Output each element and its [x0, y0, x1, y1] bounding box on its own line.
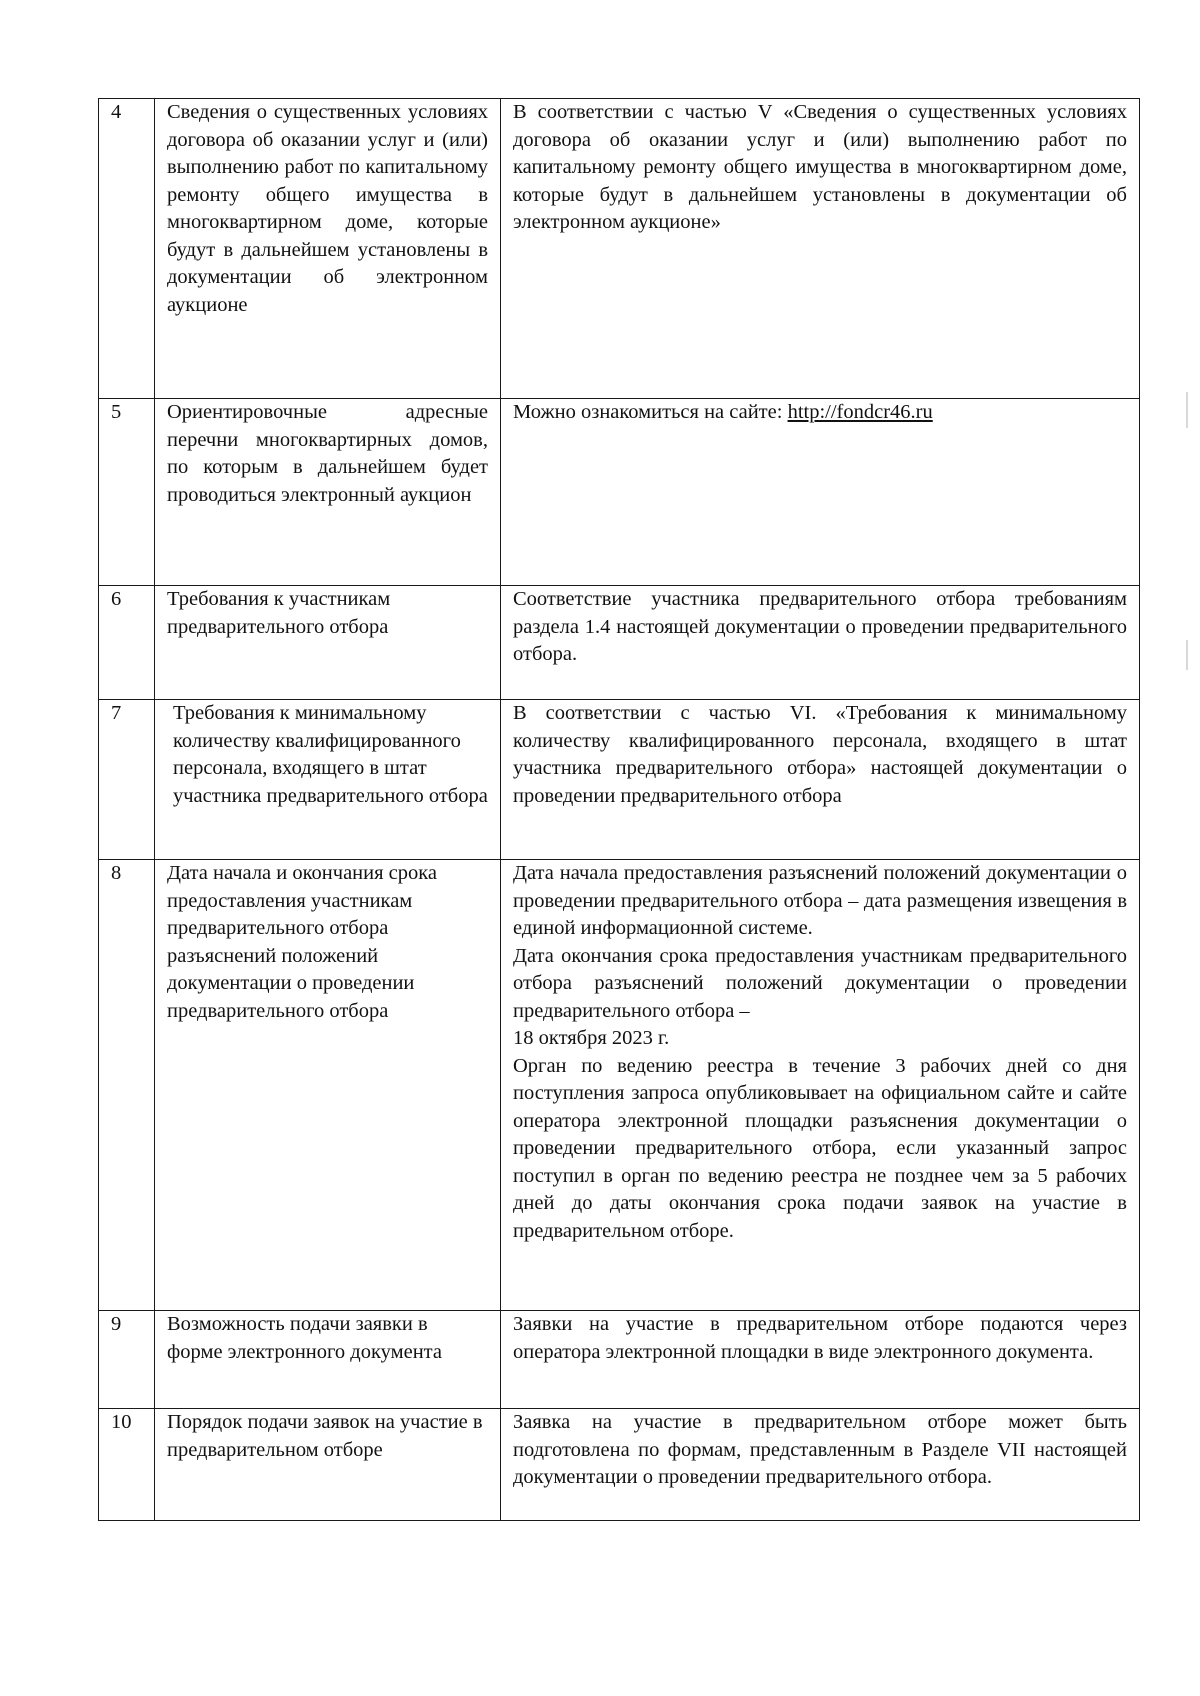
- row-value-text: В соответствии с частью VI. «Требования к минимальному количеству квалифицированного персонала, входящего в штат участника предварительного отбора» настоящей документации о проведении предварительного отбора: [513, 702, 1127, 807]
- table-row: [99, 1409, 1140, 1521]
- row-label: [155, 700, 501, 860]
- table-row: [99, 1311, 1140, 1409]
- row-value-text: Заявка на участие в предварительном отборе может быть подготовлена по формам, представленным в Разделе VII настоящей документации о проведении предварительного отбора.: [513, 1411, 1127, 1488]
- row-number: 10: [99, 1409, 155, 1521]
- row-value-paragraph: Орган по ведению реестра в течение 3 рабочих дней со дня поступления запроса опубликовывает на официальном сайте и сайте оператора электронной площадки разъяснения документации о проведении предварительного отбора, если указанный запрос поступил в орган по ведению реестра не позднее чем за 5 рабочих дней до даты окончания срока подачи заявок на участие в предварительном отборе.: [513, 1054, 1127, 1242]
- table-row: [99, 860, 1140, 1311]
- row-label-text: Требования к участникам предварительного отбора: [167, 588, 391, 638]
- row-label: [155, 1409, 501, 1521]
- row-value-text: [513, 399, 1127, 427]
- row-number: 7: [99, 700, 155, 860]
- info-table: [98, 98, 1140, 1521]
- row-number: 6: [99, 586, 155, 700]
- row-label-text: Порядок подачи заявок на участие в предварительном отборе: [167, 1411, 483, 1461]
- row-number: 9: [99, 1311, 155, 1409]
- row-label-text: Сведения о существенных условиях договора об оказании услуг и (или) выполнению работ по капитальному ремонту общего имущества в многоквартирном доме, которые будут в дальнейшем установлены в документации об электронном аукционе: [167, 101, 488, 316]
- row-value: [501, 1311, 1140, 1409]
- row-value: [501, 586, 1140, 700]
- row-label-text: Возможность подачи заявки в форме электронного документа: [167, 1313, 442, 1363]
- row-label-text: Ориентировочные адресные перечни многоквартирных домов, по которым в дальнейшем будет проводиться электронный аукцион: [167, 401, 488, 506]
- row-value-date: 18 октября 2023 г.: [513, 1027, 670, 1049]
- row-value-text: Соответствие участника предварительного отбора требованиям раздела 1.4 настоящей документации о проведении предварительного отбора.: [513, 588, 1127, 665]
- row-value-paragraph: Дата начала предоставления разъяснений положений документации о проведении предварительного отбора – дата размещения извещения в единой информационной системе.: [513, 862, 1127, 939]
- row-label-text: Требования к минимальному количеству квалифицированного персонала, входящего в штат участника предварительного отбора: [173, 702, 488, 807]
- row-value-paragraph: Дата окончания срока предоставления участникам предварительного отбора разъяснений положений документации о проведении предварительного отбора –: [513, 944, 1127, 1022]
- row-value-text: В соответствии с частью V «Сведения о существенных условиях договора об оказании услуг и (или) выполнению работ по капитальному ремонту общего имущества в многоквартирном доме, которые будут в дальнейшем установлены в документации об электронном аукционе»: [513, 101, 1127, 233]
- table-row: [99, 99, 1140, 399]
- fondcr46-link[interactable]: http://fondcr46.ru: [787, 401, 933, 423]
- row-label: [155, 860, 501, 1311]
- row-label: [155, 399, 501, 586]
- value-prefix: Можно ознакомиться на сайте:: [513, 401, 788, 423]
- row-number: 8: [99, 860, 155, 1311]
- row-label: [155, 1311, 501, 1409]
- row-value-text: Заявки на участие в предварительном отборе подаются через оператора электронной площадки в виде электронного документа.: [513, 1313, 1127, 1363]
- row-value: [501, 399, 1140, 586]
- table-row: [99, 399, 1140, 586]
- row-number: 4: [99, 99, 155, 399]
- row-number: 5: [99, 399, 155, 586]
- scan-edge-mark: [1186, 392, 1188, 428]
- table-row: [99, 586, 1140, 700]
- table-row: [99, 700, 1140, 860]
- row-value: [501, 1409, 1140, 1521]
- row-label: [155, 99, 501, 399]
- row-value: [501, 700, 1140, 860]
- scan-edge-mark: [1186, 640, 1188, 670]
- row-value: [501, 99, 1140, 399]
- row-value: [501, 860, 1140, 1311]
- row-label: [155, 586, 501, 700]
- row-label-text: Дата начала и окончания срока предоставления участникам предварительного отбора разъяснений положений документации о проведении предварительного отбора: [167, 862, 438, 1022]
